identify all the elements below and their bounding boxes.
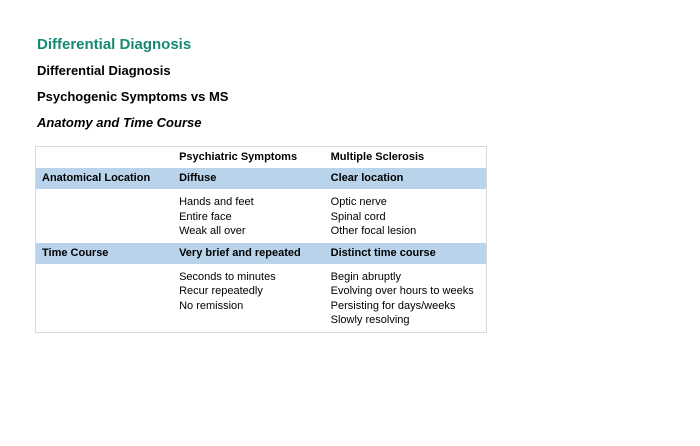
table-header-cell: Multiple Sclerosis (330, 151, 425, 163)
table-row-band (36, 243, 487, 264)
table-header-row (36, 147, 487, 169)
psych-summary: Diffuse (173, 168, 325, 189)
list-item: Evolving over hours to weeks (330, 285, 474, 297)
list-item: Weak all over (179, 225, 246, 237)
list-item: Persisting for days/weeks (330, 299, 456, 312)
table-header-cell: Psychiatric Symptoms (179, 151, 298, 163)
table-row-details (36, 264, 487, 333)
list-item: Hands and feet (179, 196, 254, 208)
heading: Differential Diagnosis (37, 63, 171, 78)
list-item: Spinal cord (330, 210, 386, 223)
empty-cell (36, 264, 174, 333)
list-item: Optic nerve (330, 196, 387, 208)
list-item: Entire face (179, 210, 232, 223)
list-item: Slowly resolving (330, 314, 410, 326)
list-item: No remission (179, 299, 244, 312)
empty-cell (36, 189, 174, 243)
table-row-details (36, 189, 487, 243)
ms-summary: Clear location (325, 168, 487, 189)
psych-summary: Very brief and repeated (173, 243, 325, 264)
ms-details (325, 264, 487, 333)
list-item: Other focal lesion (330, 225, 417, 237)
psych-details (173, 264, 325, 333)
section-heading: Anatomy and Time Course (37, 115, 202, 130)
table-row-band (36, 168, 487, 189)
list-item: Recur repeatedly (179, 285, 263, 297)
subheading: Psychogenic Symptoms vs MS (37, 89, 229, 104)
ms-summary: Distinct time course (325, 243, 487, 264)
row-label: Anatomical Location (36, 168, 174, 189)
comparison-table (35, 146, 487, 333)
ms-details (325, 189, 487, 243)
list-item: Seconds to minutes (179, 270, 276, 283)
row-label: Time Course (36, 243, 174, 264)
page-title: Differential Diagnosis (37, 36, 192, 53)
psych-details (173, 189, 325, 243)
list-item: Begin abruptly (330, 270, 401, 283)
table-header-cell (36, 147, 174, 169)
